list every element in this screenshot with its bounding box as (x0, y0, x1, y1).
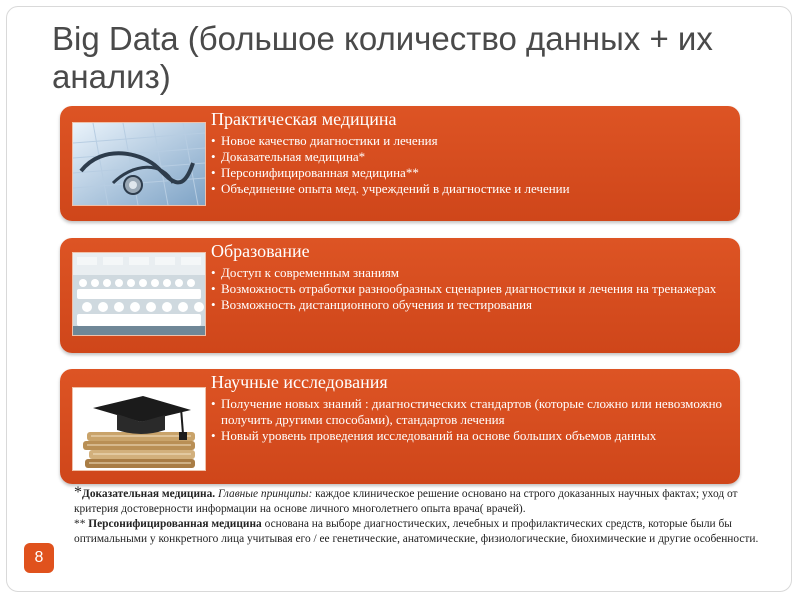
students-auditorium-photo (72, 252, 206, 336)
footnote-text: каждое клиническое решение основано на строго доказанных научных фактах; уход от критерия достоверности информации на основе личного многолетнего опыта врача( врачей). (74, 488, 738, 515)
footnotes (74, 485, 764, 547)
bullet-list (211, 396, 730, 444)
list-item: • Доступ к современным знаниям (211, 265, 730, 281)
bullet-list (211, 133, 730, 197)
list-item: • Новое качество диагностики и лечения (211, 133, 730, 149)
list-item: • Объединение опыта мед. учреждений в диагностике и лечении (211, 181, 730, 197)
page-number-badge: 8 (24, 543, 54, 573)
panel-heading: Образование (211, 241, 310, 261)
bullet-list (211, 265, 730, 313)
list-item: • Возможность дистанционного обучения и тестирования (211, 297, 730, 313)
footnote-personalized (74, 517, 764, 547)
stethoscope-photo (72, 122, 206, 206)
footnote-evidence-based (74, 485, 764, 517)
slide-title: Big Data (большое количество данных + их анализ) (52, 20, 713, 95)
panel-heading: Научные исследования (211, 372, 388, 392)
footnote-text: основана на выборе диагностических, лечебных и профилактических средств, которые были бы оптимальными у конкретного лица учитывая его / ее генетические, анатомические, физиологические, биохимические и другие особенности. (74, 518, 759, 545)
list-item: • Возможность отработки разнообразных сценариев диагностики и лечения на тренажерах (211, 281, 730, 297)
footnote-term: Персонифицированная медицина (88, 518, 262, 530)
graduation-cap-books-photo (72, 387, 206, 471)
list-item: • Персонифицированная медицина** (211, 165, 730, 181)
footnote-term: Доказательная медицина. (82, 488, 216, 500)
list-item: • Получение новых знаний : диагностических стандартов (которые сложно или невозможно получить другими способами), стандартов лечения (211, 396, 730, 428)
list-item: • Доказательная медицина* (211, 149, 730, 165)
footnote-star: * (74, 484, 82, 501)
panel-research (60, 369, 740, 484)
panel-education (60, 238, 740, 353)
footnote-star: ** (74, 518, 86, 530)
panel-heading: Практическая медицина (211, 109, 397, 129)
footnote-principles: Главные принципы: (218, 488, 313, 500)
panel-practical-medicine (60, 106, 740, 221)
list-item: • Новый уровень проведения исследований на основе больших объемов данных (211, 428, 730, 444)
